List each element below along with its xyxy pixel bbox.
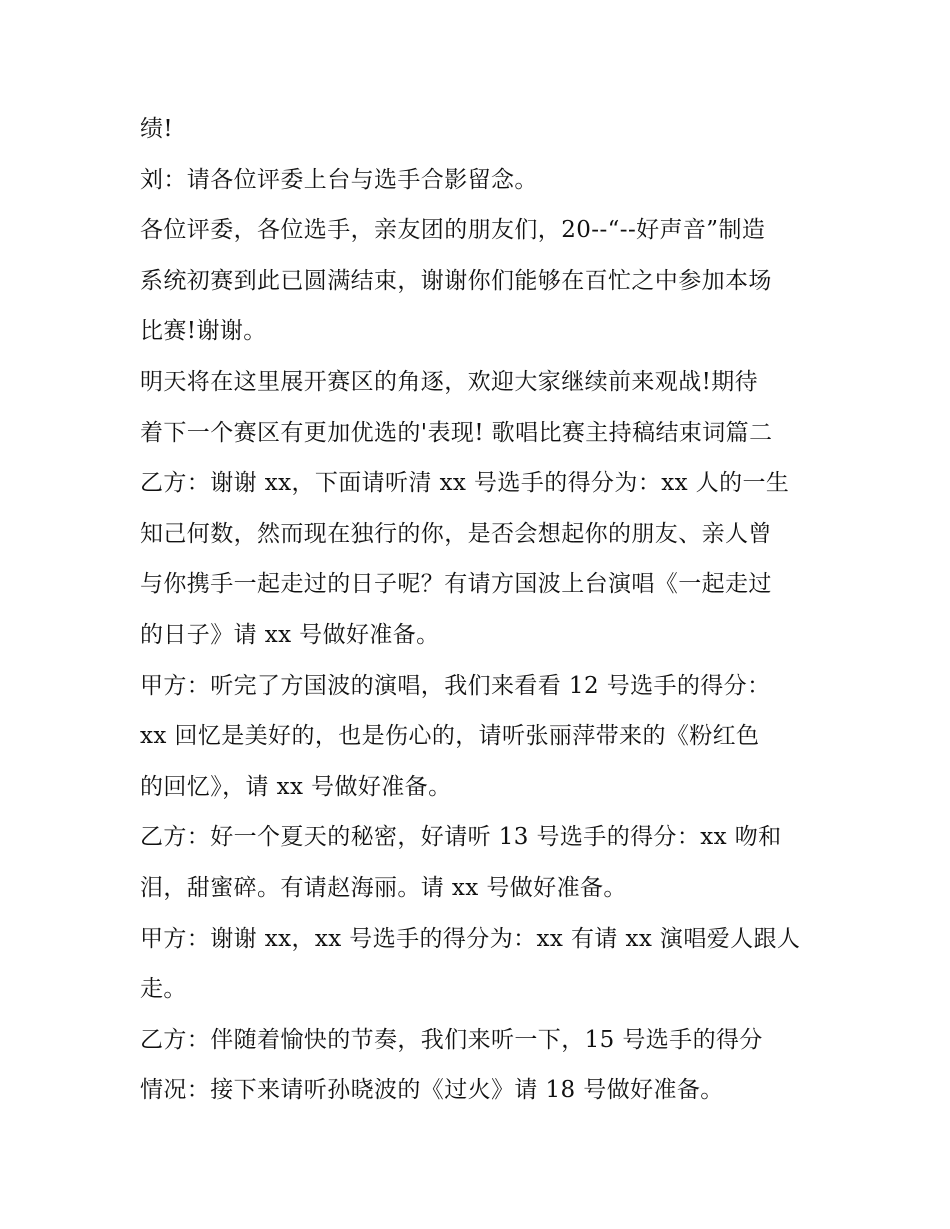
text-line-20: 情况：接下来请听孙晓波的《过火》请 18 号做好准备。: [140, 1077, 724, 1104]
text-line-16: 泪，甜蜜碎。有请赵海丽。请 xx 号做好准备。: [140, 874, 627, 901]
text-line-11: 的日子》请 xx 号做好准备。: [140, 621, 440, 648]
document-body: [140, 104, 820, 1116]
text-line-3: 各位评委，各位选手，亲友团的朋友们，20--“--好声音”制造: [140, 217, 766, 244]
text-line-1: 绩!: [140, 116, 174, 142]
text-line-17: 甲方：谢谢 xx，xx 号选手的得分为：xx 有请 xx 演唱爱人跟人: [140, 925, 801, 952]
text-line-8: 乙方：谢谢 xx，下面请听清 xx 号选手的得分为：xx 人的一生: [140, 470, 790, 497]
text-line-4: 系统初赛到此已圆满结束，谢谢你们能够在百忙之中参加本场: [140, 267, 772, 294]
text-line-10: 与你携手一起走过的日子呢？有请方国波上台演唱《一起走过: [140, 571, 772, 598]
text-line-7: 着下一个赛区有更加优选的'表现! 歌唱比赛主持稿结束词篇二: [140, 419, 773, 446]
text-line-15: 乙方：好一个夏天的秘密，好请听 13 号选手的得分：xx 吻和: [140, 824, 782, 851]
text-line-2: 刘：请各位评委上台与选手合影留念。: [140, 166, 538, 193]
text-line-12: 甲方：听完了方国波的演唱，我们来看看 12 号选手的得分：: [140, 672, 771, 699]
text-line-5: 比赛!谢谢。: [140, 318, 267, 345]
text-line-18: 走。: [140, 976, 187, 1003]
text-line-14: 的回忆》，请 xx 号做好准备。: [140, 773, 452, 800]
text-line-6: 明天将在这里展开赛区的角逐，欢迎大家继续前来观战!期待: [140, 368, 759, 395]
text-line-19: 乙方：伴随着愉快的节奏，我们来听一下，15 号选手的得分: [140, 1026, 763, 1053]
text-line-13: xx 回忆是美好的，也是伤心的，请听张丽萍带来的《粉红色: [140, 723, 760, 750]
text-line-9: 知己何数，然而现在独行的你，是否会想起你的朋友、亲人曾: [140, 520, 772, 547]
